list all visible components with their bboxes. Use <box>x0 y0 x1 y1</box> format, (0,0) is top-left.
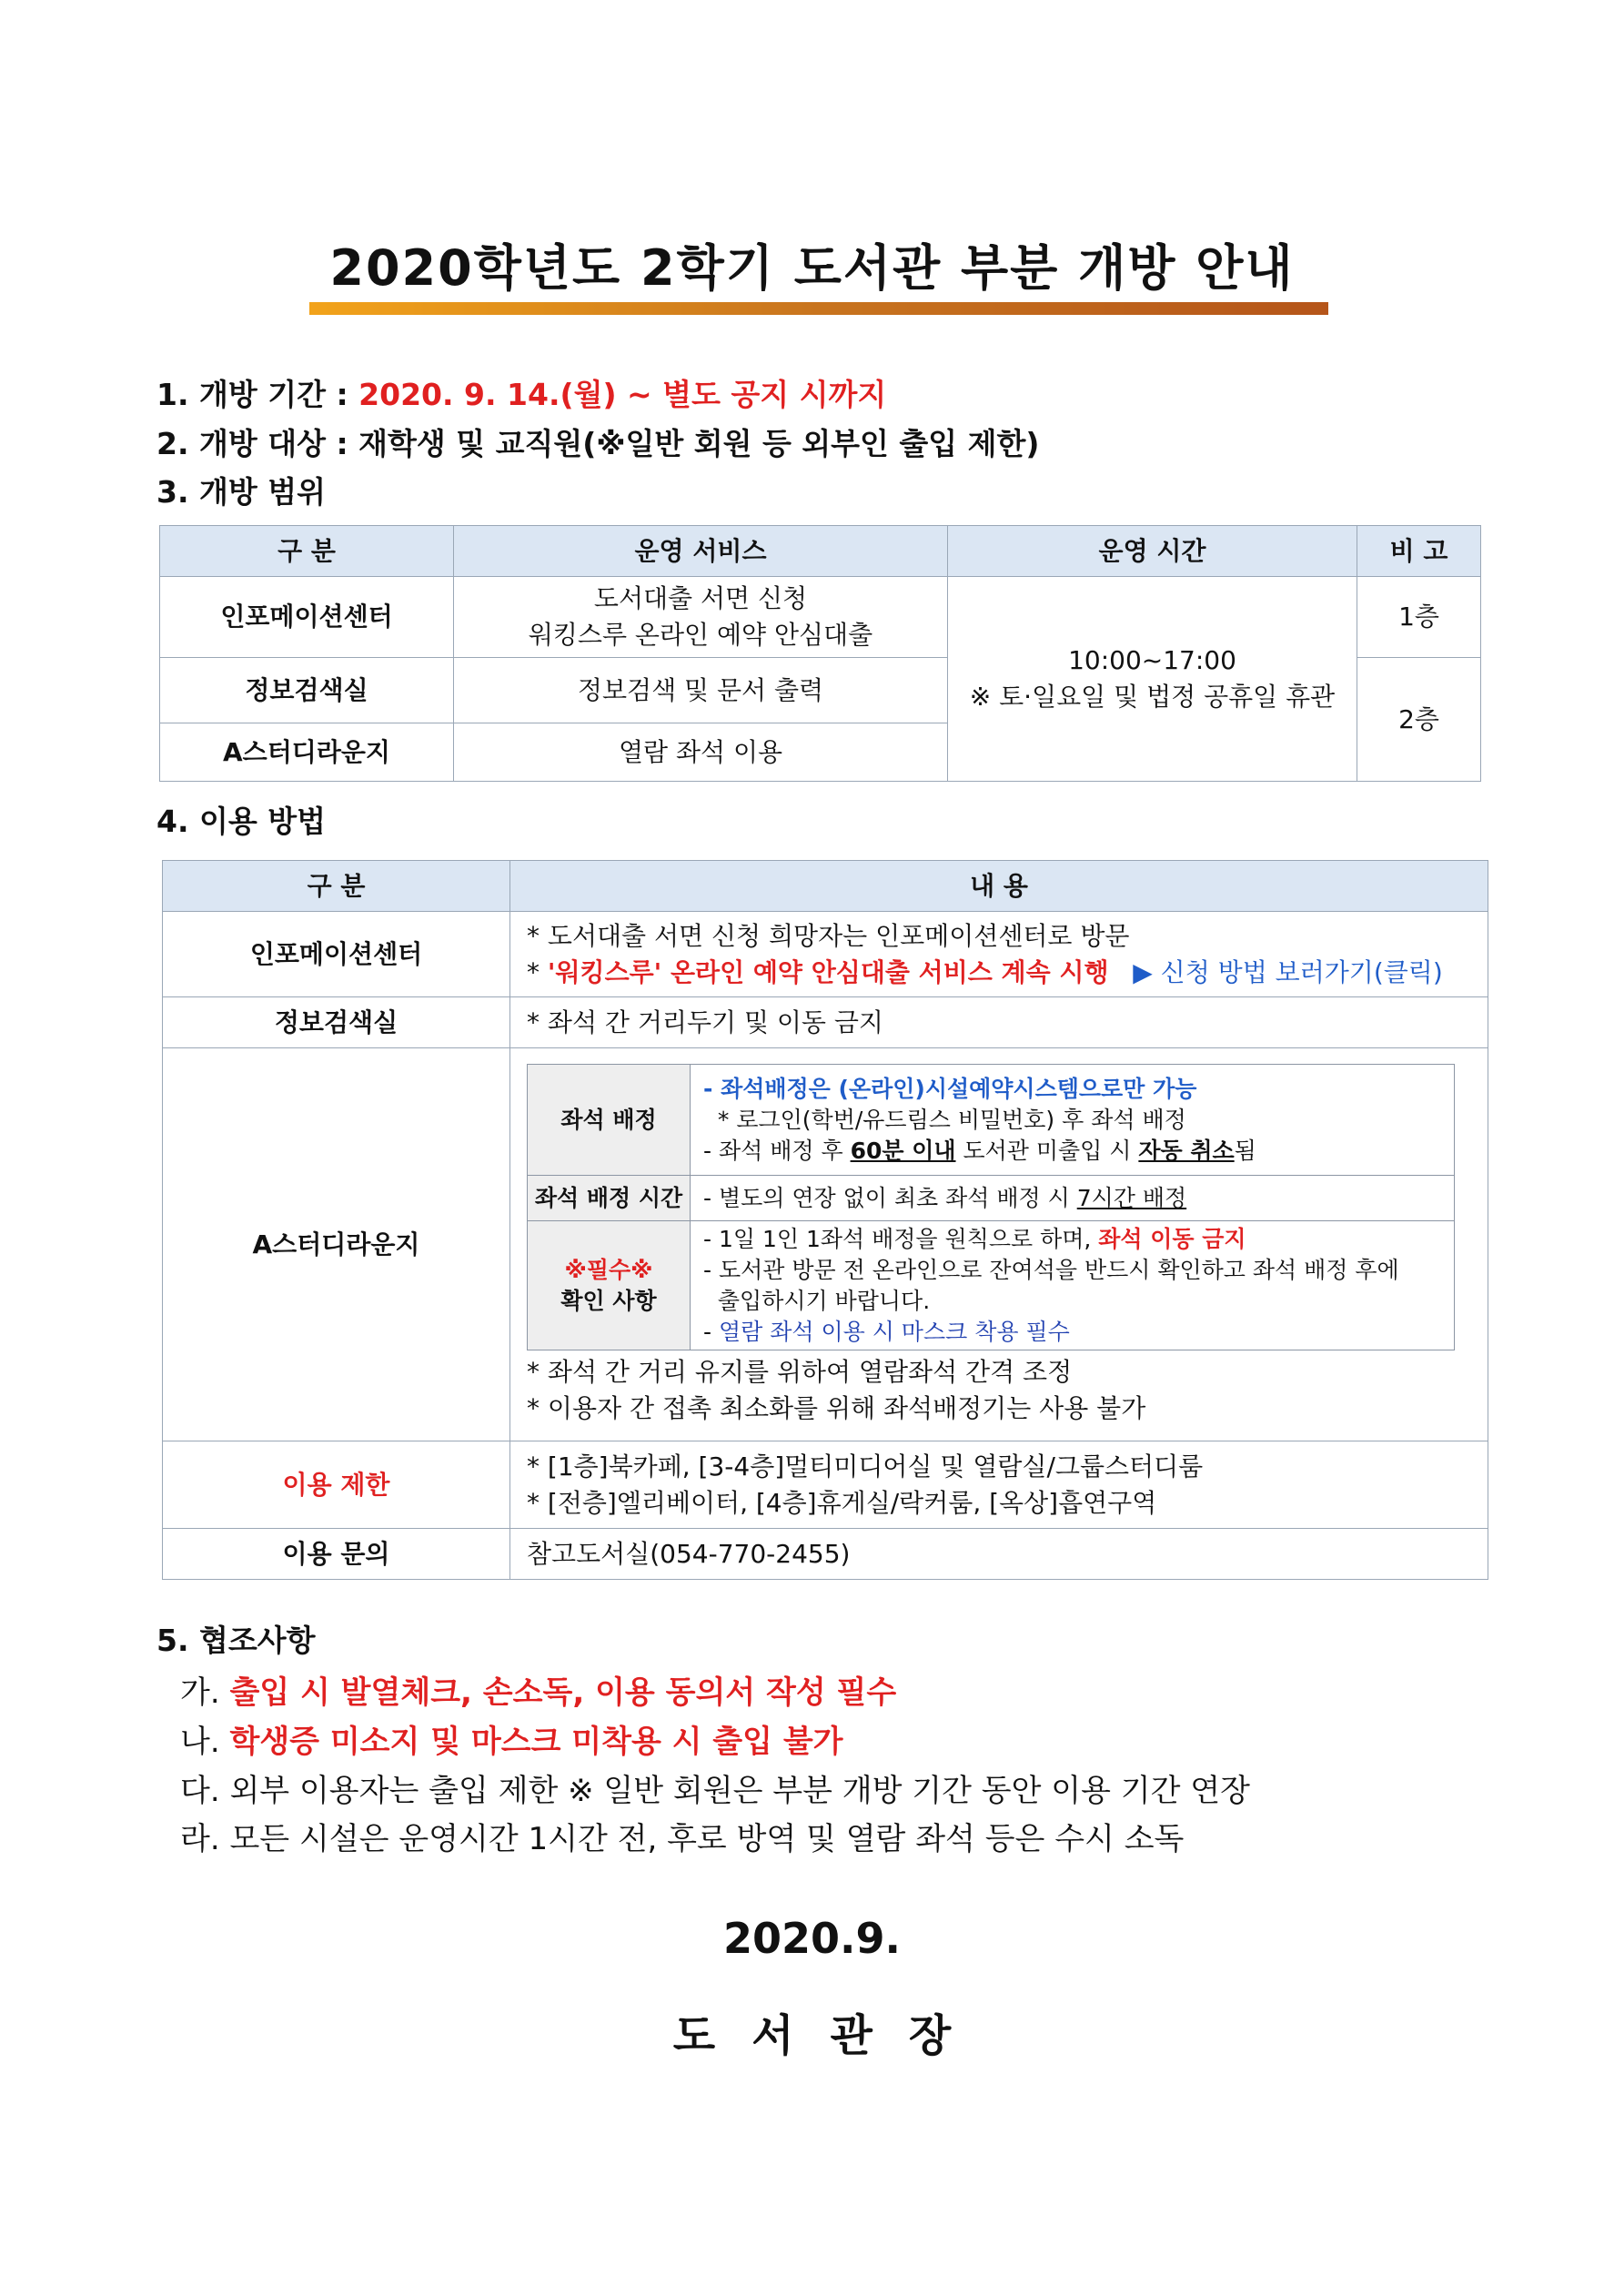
scope-study-lounge: A스터디라운지 <box>160 723 454 782</box>
restrict-line2: * [전층]엘리베이터, [4층]휴게실/락커룸, [옥상]흡연구역 <box>527 1487 1157 1518</box>
apply-method-link[interactable]: ▶ 신청 방법 보러가기(클릭) <box>1133 956 1443 987</box>
method-restrict-content <box>510 1441 1488 1529</box>
study-line1: * 좌석 간 거리 유지를 위하여 열람좌석 간격 조정 <box>527 1357 1073 1387</box>
scope-header-service: 운영 서비스 <box>454 526 948 577</box>
cooperation-ga <box>180 1667 896 1712</box>
method-info-line2 <box>527 955 1488 991</box>
notice-date: 2020.9. <box>723 1914 901 1963</box>
scope-header-note: 비 고 <box>1357 526 1481 577</box>
must-line4-a: - <box>703 1318 719 1345</box>
scope-info-service-1: 도서대출 서면 신청 <box>593 583 808 613</box>
seat-must-content <box>691 1221 1455 1350</box>
seat-assign-auto-cancel: 자동 취소 <box>1138 1137 1235 1164</box>
study-line2: * 이용자 간 접촉 최소화를 위해 좌석배정기는 사용 불가 <box>527 1393 1146 1423</box>
scope-header-hours: 운영 시간 <box>948 526 1357 577</box>
scope-floor2: 2층 <box>1357 658 1481 782</box>
ga-text: 출입 시 발열체크, 손소독, 이용 동의서 작성 필수 <box>229 1674 897 1711</box>
seat-time-7h: 7시간 배정 <box>1076 1184 1187 1211</box>
method-info-center: 인포메이션센터 <box>163 912 510 997</box>
signature: 도서관장 <box>672 2010 988 2061</box>
must-no-seat-move: 좌석 이동 금지 <box>1098 1225 1246 1252</box>
seat-assign-line2: * 로그인(학번/유드림스 비밀번호) 후 좌석 배정 <box>703 1106 1186 1133</box>
method-study-content <box>510 1048 1488 1441</box>
ga-prefix: 가. <box>180 1674 230 1711</box>
page-title: 2020학년도 2학기 도서관 부분 개방 안내 <box>329 239 1295 297</box>
cooperation-da: 다. 외부 이용자는 출입 제한 ※ 일반 회원은 부분 개방 기간 동안 이용 기간 연장 <box>180 1773 1250 1809</box>
seat-assign-line1: - 좌석배정은 (온라인)시설예약시스템으로만 가능 <box>703 1075 1197 1102</box>
item-target: 2. 개방 대상 : 재학생 및 교직원(※일반 회원 등 외부인 출입 제한) <box>156 426 1040 461</box>
scope-search-service: 정보검색 및 문서 출력 <box>454 658 948 723</box>
must-line4 <box>703 1317 1454 1348</box>
must-line1-a: - 1일 1인 1좌석 배정을 원칙으로 하며, <box>703 1225 1099 1252</box>
seat-assign-line3-c: 도서관 미출입 시 <box>955 1137 1139 1164</box>
method-header-content: 내 용 <box>510 861 1488 912</box>
period-label: 1. 개방 기간 : <box>156 377 359 412</box>
scope-hours-value: 10:00~17:00 <box>1068 645 1236 675</box>
method-inquiry-label: 이용 문의 <box>163 1529 510 1580</box>
method-study-lounge: A스터디라운지 <box>163 1048 510 1441</box>
must-line1 <box>703 1224 1454 1255</box>
seat-assign-content <box>691 1065 1455 1176</box>
method-table <box>162 860 1488 1580</box>
seat-assign-line3-e: 됨 <box>1234 1137 1256 1164</box>
seat-assign-line3-a: - 좌석 배정 후 <box>703 1137 851 1164</box>
scope-search-room: 정보검색실 <box>160 658 454 723</box>
na-text: 학생증 미소지 및 마스크 미착용 시 출입 불가 <box>229 1724 843 1760</box>
seat-time-content <box>691 1176 1455 1221</box>
scope-table <box>159 525 1481 782</box>
method-info-content <box>510 912 1488 997</box>
scope-info-center: 인포메이션센터 <box>160 577 454 658</box>
method-header-category: 구 분 <box>163 861 510 912</box>
scope-floor1-a: 1층 <box>1357 577 1481 658</box>
method-info-line1: * 도서대출 서면 신청 희망자는 인포메이션센터로 방문 <box>527 920 1130 951</box>
item-method: 4. 이용 방법 <box>156 804 326 839</box>
period-value: 2020. 9. 14.(월) ~ 별도 공지 시까지 <box>358 377 887 412</box>
scope-info-service-2: 워킹스루 온라인 예약 안심대출 <box>528 620 873 650</box>
title-underline-bar <box>309 302 1328 315</box>
scope-info-services <box>454 577 948 658</box>
scope-header-category: 구 분 <box>160 526 454 577</box>
must-line3: 출입하시기 바랍니다. <box>703 1287 931 1314</box>
must-line2: - 도서관 방문 전 온라인으로 잔여석을 반드시 확인하고 좌석 배정 후에 <box>703 1256 1399 1283</box>
seat-time-label: 좌석 배정 시간 <box>528 1176 691 1221</box>
seat-assign-label: 좌석 배정 <box>528 1065 691 1176</box>
seat-assign-line3 <box>703 1136 1454 1167</box>
seat-must-label <box>528 1221 691 1350</box>
scope-hours <box>948 577 1357 782</box>
restrict-line1: * [1층]북카페, [3-4층]멀티미디어실 및 열람실/그룹스터디룸 <box>527 1451 1204 1482</box>
scope-study-service: 열람 좌석 이용 <box>454 723 948 782</box>
na-prefix: 나. <box>180 1724 230 1760</box>
cooperation-ra: 라. 모든 시설은 운영시간 1시간 전, 후로 방역 및 열람 좌석 등은 수시 소독 <box>180 1821 1185 1857</box>
seat-assign-60min: 60분 이내 <box>850 1137 956 1164</box>
cooperation-na <box>180 1716 843 1761</box>
item-scope: 3. 개방 범위 <box>156 474 326 510</box>
item-period <box>156 371 886 414</box>
method-restrict-label: 이용 제한 <box>163 1441 510 1529</box>
walkthrough-notice: '워킹스루' 온라인 예약 안심대출 서비스 계속 시행 <box>547 956 1109 987</box>
method-search-line: * 좌석 간 거리두기 및 이동 금지 <box>510 997 1488 1048</box>
bullet-prefix: * <box>527 956 548 987</box>
must-label-2: 확인 사항 <box>560 1287 657 1314</box>
seat-time-text: - 별도의 연장 없이 최초 좌석 배정 시 <box>703 1184 1077 1211</box>
method-search-room: 정보검색실 <box>163 997 510 1048</box>
seat-rules-table <box>527 1064 1455 1350</box>
method-inquiry-value: 참고도서실(054-770-2455) <box>510 1529 1488 1580</box>
must-mask-required: 열람 좌석 이용 시 마스크 착용 필수 <box>718 1318 1070 1345</box>
cooperation-heading: 5. 협조사항 <box>156 1623 316 1658</box>
must-label-1: ※필수※ <box>564 1256 653 1283</box>
scope-hours-note: ※ 토·일요일 및 법정 공휴일 휴관 <box>969 682 1336 712</box>
